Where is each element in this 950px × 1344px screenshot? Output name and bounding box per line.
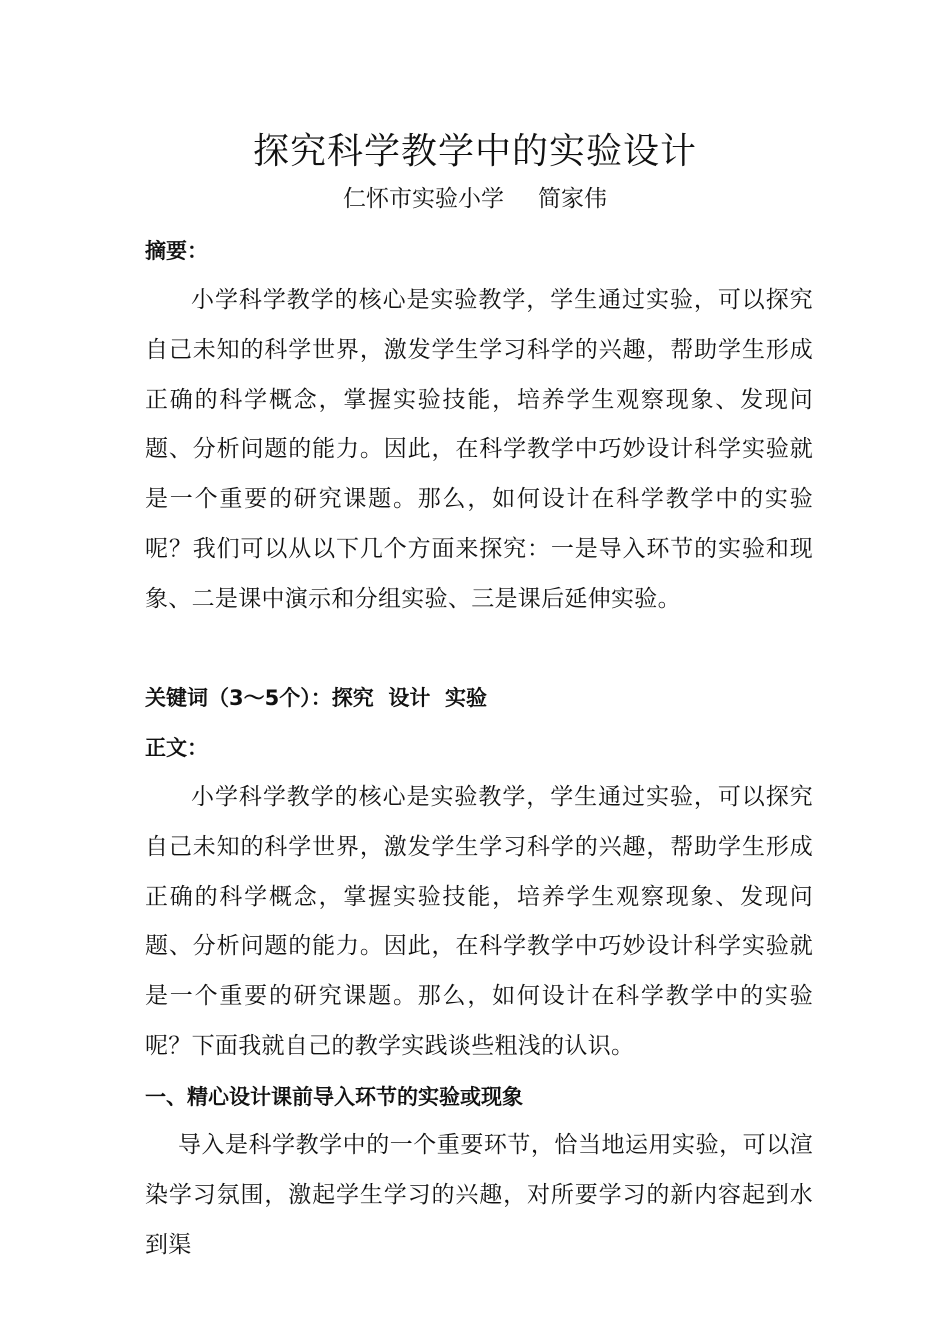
body-paragraph: 小学科学教学的核心是实验教学，学生通过实验，可以探究自己未知的科学世界，激发学生学习科学的兴趣，帮助学生形成正确的科学概念，掌握实验技能，培养学生观察现象、发现问题、分析问题的能力。因此，在科学教学中巧妙设计科学实验就是一个重要的研究课题。那么，如何设计在科学教学中的实验呢？下面我就自己的教学实践谈些粗浅的认识。 — [145, 784, 813, 1059]
author-name: 简家伟 — [538, 186, 607, 212]
body-label: 正文： — [145, 736, 208, 760]
abstract-paragraph: 小学科学教学的核心是实验教学，学生通过实验，可以探究自己未知的科学世界，激发学生学习科学的兴趣，帮助学生形成正确的科学概念，掌握实验技能，培养学生观察现象、发现问题、分析问题的能力。因此，在科学教学中巧妙设计科学实验就是一个重要的研究课题。那么，如何设计在科学教学中的实验呢？我们可以从以下几个方面来探究：一是导入环节的实验和现象、二是课中演示和分组实验、三是课后延伸实验。 — [145, 287, 813, 612]
abstract-label: 摘要： — [145, 239, 208, 263]
document-title: 探究科学教学中的实验设计 — [252, 131, 697, 172]
author-line — [0, 183, 950, 215]
school-name: 仁怀市实验小学 — [343, 186, 504, 212]
keywords-label: 关键词（3～5个）： — [145, 686, 332, 710]
keywords-value: 探究 设计 实验 — [331, 686, 487, 710]
keywords-line — [145, 683, 487, 713]
section-paragraph: 导入是科学教学中的一个重要环节，恰当地运用实验，可以渲染学习氛围，激起学生学习的兴趣，对所要学习的新内容起到水到渠 — [145, 1132, 813, 1258]
section-heading: 一、精心设计课前导入环节的实验或现象 — [145, 1085, 523, 1109]
